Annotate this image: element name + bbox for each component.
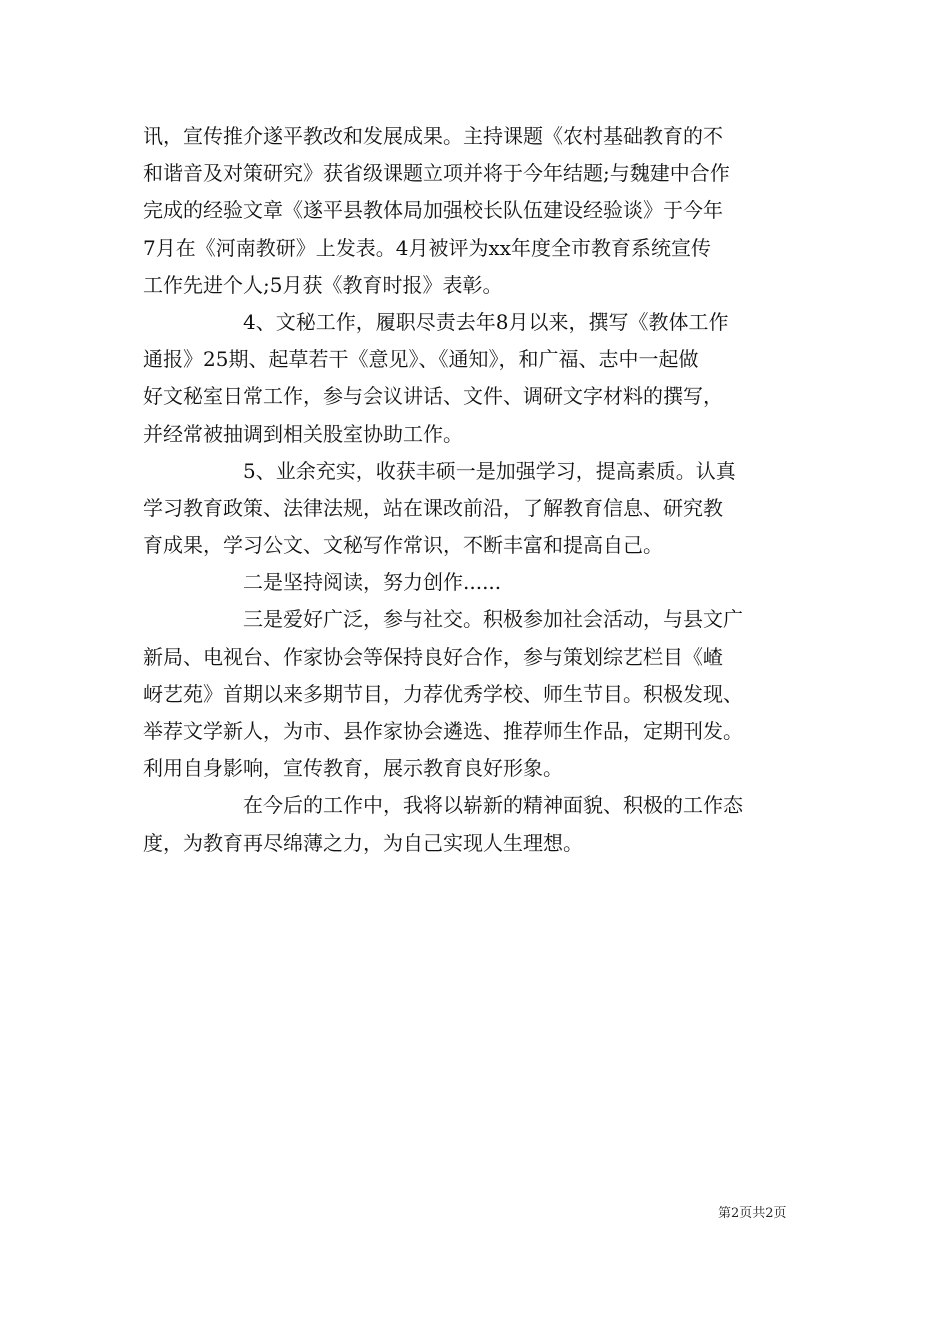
text-line: 在今后的工作中，我将以崭新的精神面貌、积极的工作态 [243,793,743,818]
text-line: 育成果，学习公文、文秘写作常识，不断丰富和提高自己。 [143,533,663,558]
text-line: 完成的经验文章《遂平县教体局加强校长队伍建设经验谈》于今年 [143,198,723,223]
text-line: 好文秘室日常工作，参与会议讲话、文件、调研文字材料的撰写， [143,384,723,409]
text-line: 和谐音及对策研究》获省级课题立项并将于今年结题;与魏建中合作 [143,161,730,186]
text-line: 岈艺苑》首期以来多期节目，力荐优秀学校、师生节目。积极发现、 [143,681,743,706]
text-line: 4、文秘工作，履职尽责去年8月以来，撰写《教体工作 [243,309,729,334]
text-line: 5、业余充实，收获丰硕一是加强学习，提高素质。认真 [243,458,736,483]
document-body [143,118,818,862]
text-line: 利用自身影响，宣传教育，展示教育良好形象。 [143,756,563,781]
text-line: 新局、电视台、作家协会等保持良好合作，参与策划综艺栏目《嵖 [143,644,723,669]
text-line: 7月在《河南教研》上发表。4月被评为xx年度全市教育系统宣传 [143,235,712,260]
text-line: 二是坚持阅读，努力创作...... [243,570,502,595]
text-line: 学习教育政策、法律法规，站在课改前沿，了解教育信息、研究教 [143,495,723,520]
text-line: 讯，宣传推介遂平教改和发展成果。主持课题《农村基础教育的不 [143,124,723,148]
text-line: 工作先进个人;5月获《教育时报》表彰。 [143,272,503,297]
text-line: 度，为教育再尽绵薄之力，为自己实现人生理想。 [143,830,583,855]
text-line: 三是爱好广泛，参与社交。积极参加社会活动，与县文广 [243,607,743,632]
text-line: 举荐文学新人，为市、县作家协会遴选、推荐师生作品，定期刊发。 [143,719,743,743]
page-number: 第2页共2页 [718,1206,787,1221]
text-line: 通报》25期、起草若干《意见》、《通知》，和广福、志中一起做 [143,347,699,372]
text-line: 并经常被抽调到相关股室协助工作。 [143,421,463,446]
